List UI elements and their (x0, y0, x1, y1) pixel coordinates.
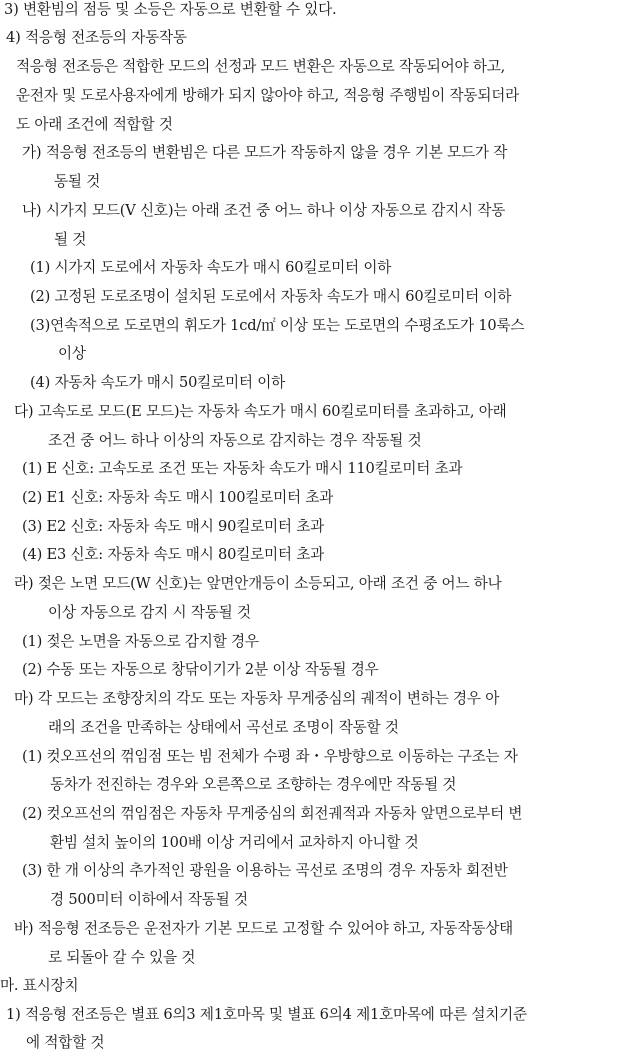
text-line: (1) E 신호: 고속도로 조건 또는 자동차 속도가 매시 110킬로미터 초과 (22, 460, 463, 477)
text-line: (2) 수동 또는 자동으로 창닦이기가 2분 이상 작동될 경우 (22, 661, 379, 678)
text-line: 도 아래 조건에 적합할 것 (16, 116, 173, 133)
text-line: 다) 고속도로 모드(E 모드)는 자동차 속도가 매시 60킬로미터를 초과하고, 아래 (14, 403, 507, 420)
text-line: 환빔 설치 높이의 100배 이상 거리에서 교차하지 아니할 것 (50, 834, 419, 851)
text-line: (3)연속적으로 도로면의 휘도가 1cd/㎡ 이상 또는 도로면의 수평조도가 10룩스 (30, 317, 525, 334)
text-line: 3) 변환빔의 점등 및 소등은 자동으로 변환할 수 있다. (4, 1, 337, 18)
text-line: (3) 한 개 이상의 추가적인 광원을 이용하는 곡선로 조명의 경우 자동차 회전반 (22, 862, 508, 879)
text-line: 1) 적응형 전조등은 별표 6의3 제1호마목 및 별표 6의4 제1호마목에 따른 설치기준 (6, 1006, 527, 1023)
text-line: (2) 컷오프선의 꺾임점은 자동차 무게중심의 회전궤적과 자동차 앞면으로부터 변 (22, 805, 523, 822)
text-line: (1) 젖은 노면을 자동으로 감지할 경우 (22, 633, 259, 650)
text-line: 4) 적응형 전조등의 자동작동 (6, 29, 187, 46)
text-line: 나) 시가지 모드(V 신호)는 아래 조건 중 어느 하나 이상 자동으로 감지시 작동 (22, 202, 506, 219)
text-line: 경 500미터 이하에서 작동될 것 (50, 891, 248, 908)
text-line: 동될 것 (54, 173, 101, 190)
text-line: 이상 자동으로 감지 시 작동될 것 (48, 604, 251, 621)
text-line: 운전자 및 도로사용자에게 방해가 되지 않아야 하고, 적응형 주행빔이 작동되더라 (16, 87, 520, 104)
text-line: 마) 각 모드는 조향장치의 각도 또는 자동차 무게중심의 궤적이 변하는 경우 아 (14, 690, 500, 707)
text-line: 조건 중 어느 하나 이상의 자동으로 감지하는 경우 작동될 것 (48, 432, 422, 449)
text-line: 로 되돌아 갈 수 있을 것 (48, 949, 196, 966)
text-line: 적응형 전조등은 적합한 모드의 선정과 모드 변환은 자동으로 작동되어야 하고, (16, 58, 506, 75)
text-line: 될 것 (54, 231, 87, 248)
text-line: 바) 적응형 전조등은 운전자가 기본 모드로 고정할 수 있어야 하고, 자동작동상태 (14, 920, 514, 937)
text-line: 이상 (58, 345, 86, 362)
text-line: (3) E2 신호: 자동차 속도 매시 90킬로미터 초과 (22, 518, 325, 535)
text-line: (1) 시가지 도로에서 자동차 속도가 매시 60킬로미터 이하 (30, 259, 392, 276)
section-heading: 마. 표시장치 (0, 977, 79, 994)
text-line: 동차가 전진하는 경우와 오른쪽으로 조향하는 경우에만 작동될 것 (50, 776, 457, 793)
text-line: (1) 컷오프선의 꺾임점 또는 빔 전체가 수평 좌・우방향으로 이동하는 구조는 자 (22, 748, 518, 765)
text-line: 래의 조건을 만족하는 상태에서 곡선로 조명이 작동할 것 (48, 719, 399, 736)
text-line: 에 적합할 것 (26, 1034, 105, 1051)
text-line: 가) 적응형 전조등의 변환빔은 다른 모드가 작동하지 않을 경우 기본 모드가 작 (22, 144, 508, 161)
text-line: 라) 젖은 노면 모드(W 신호)는 앞면안개등이 소등되고, 아래 조건 중 어느 하나 (14, 575, 502, 592)
text-line: (4) E3 신호: 자동차 속도 매시 80킬로미터 초과 (22, 546, 325, 563)
text-line: (4) 자동차 속도가 매시 50킬로미터 이하 (30, 374, 286, 391)
text-line: (2) E1 신호: 자동차 속도 매시 100킬로미터 초과 (22, 489, 334, 506)
text-line: (2) 고정된 도로조명이 설치된 도로에서 자동차 속도가 매시 60킬로미터 이하 (30, 288, 512, 305)
